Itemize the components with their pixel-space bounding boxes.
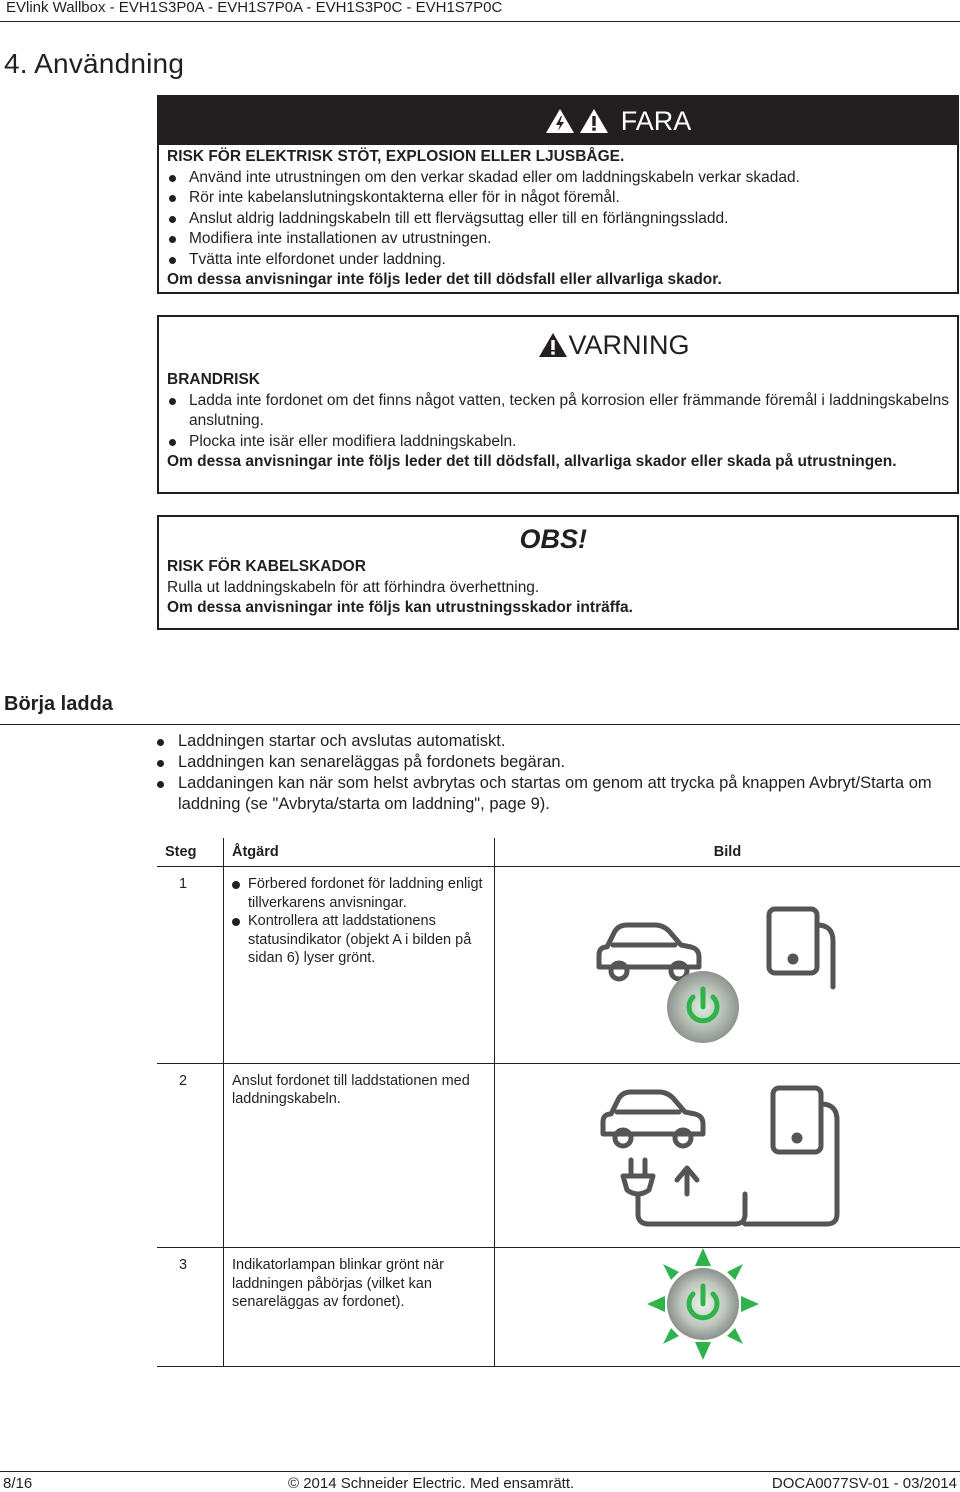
notice-consequence: Om dessa anvisningar inte följs kan utrustningsskador inträffa. <box>167 599 633 616</box>
list-item: Tvätta inte elfordonet under laddning. <box>167 250 949 271</box>
table-row <box>157 867 960 1064</box>
warning-list <box>167 391 949 453</box>
column-header: Åtgärd <box>224 838 495 867</box>
step-number: 2 <box>157 1063 224 1248</box>
warning-label: VARNING <box>568 329 690 360</box>
danger-consequence: Om dessa anvisningar inte följs leder det till dödsfall eller allvarliga skador. <box>167 271 722 288</box>
car-icon <box>603 1092 703 1146</box>
copyright: © 2014 Schneider Electric. Med ensamrätt. <box>288 1475 575 1492</box>
list-item: Laddaningen kan när som helst avbrytas och startas om genom att trycka på knappen Avbryt/Starta om laddning (se "Avbryta/starta om laddning", page 9). <box>155 773 955 815</box>
warning-banner <box>159 317 957 367</box>
wallbox-icon <box>745 1088 837 1224</box>
danger-box <box>157 95 959 294</box>
warning-heading: BRANDRISK <box>167 371 260 388</box>
step-number: 3 <box>157 1248 224 1367</box>
document-id: DOCA0077SV-01 - 03/2014 <box>771 1475 957 1492</box>
list-item: Använd inte utrustningen om den verkar skadad eller om laddningskabeln verkar skadad. <box>167 168 949 189</box>
list-item: Rör inte kabelanslutningskontakterna eller för in något föremål. <box>167 188 949 209</box>
table-row <box>157 1063 960 1248</box>
column-header: Steg <box>157 838 224 867</box>
arrow-up-icon <box>677 1168 697 1194</box>
section-title: Börja ladda <box>4 693 113 715</box>
step-action <box>224 867 495 1064</box>
notice-box <box>157 515 959 630</box>
blinking-led-illustration <box>495 1248 955 1360</box>
list-item: Modifiera inte installationen av utrustningen. <box>167 229 949 250</box>
list-item: Anslut aldrig laddningskabeln till ett flervägsuttag eller till en förlängningssladd. <box>167 209 949 230</box>
list-item: Kontrollera att laddstationens statusindikator (objekt A i bilden på sidan 6) lyser grönt. <box>232 912 486 968</box>
step-image <box>495 1063 960 1248</box>
car-icon <box>599 925 699 979</box>
page-number: 8/16 <box>3 1475 33 1492</box>
warning-box <box>157 315 959 494</box>
warning-triangle-icon <box>538 332 568 358</box>
list-item: Laddningen startar och avslutas automatiskt. <box>155 731 955 752</box>
danger-label: FARA <box>620 105 692 136</box>
warning-triangle-icon <box>579 108 609 134</box>
header-rule <box>0 21 960 22</box>
table-row <box>157 1248 960 1367</box>
wallbox-icon <box>769 909 833 987</box>
warning-consequence: Om dessa anvisningar inte följs leder det till dödsfall, allvarliga skador eller skada på utrustningen. <box>167 453 897 470</box>
section-intro <box>155 731 955 815</box>
section-rule <box>0 724 960 725</box>
chapter-title: 4. Användning <box>4 48 185 79</box>
document-header: EVlink Wallbox - EVH1S3P0A - EVH1S7P0A - EVH1S3P0C - EVH1S7P0C <box>6 0 503 16</box>
step-action: Indikatorlampan blinkar grönt när laddningen påbörjas (vilket kan senareläggas av fordonet). <box>224 1248 495 1367</box>
list-item: Plocka inte isär eller modifiera laddningskabeln. <box>167 432 949 453</box>
steps-table <box>157 838 960 1367</box>
danger-list <box>167 168 949 271</box>
column-header: Bild <box>495 838 960 867</box>
prepare-illustration <box>495 867 955 1057</box>
list-item: Ladda inte fordonet om det finns något vatten, tecken på korrosion eller främmande föremål i laddningskabelns anslutning. <box>167 391 949 432</box>
notice-heading: RISK FÖR KABELSKADOR <box>167 558 366 575</box>
list-item: Förbered fordonet för laddning enligt tillverkarens anvisningar. <box>232 875 486 912</box>
footer-rule <box>0 1471 960 1472</box>
connect-illustration <box>495 1064 955 1242</box>
danger-heading: RISK FÖR ELEKTRISK STÖT, EXPLOSION ELLER LJUSBÅGE. <box>167 148 625 165</box>
step-image <box>495 867 960 1064</box>
notice-label: OBS! <box>519 524 587 554</box>
step-number: 1 <box>157 867 224 1064</box>
step-action: Anslut fordonet till laddstationen med laddningskabeln. <box>224 1063 495 1248</box>
step-image <box>495 1248 960 1367</box>
list-item: Laddningen kan senareläggas på fordonets begäran. <box>155 752 955 773</box>
danger-banner <box>159 97 957 145</box>
notice-text: Rulla ut laddningskabeln för att förhindra överhettning. <box>167 578 540 596</box>
electric-hazard-icon <box>545 108 575 134</box>
